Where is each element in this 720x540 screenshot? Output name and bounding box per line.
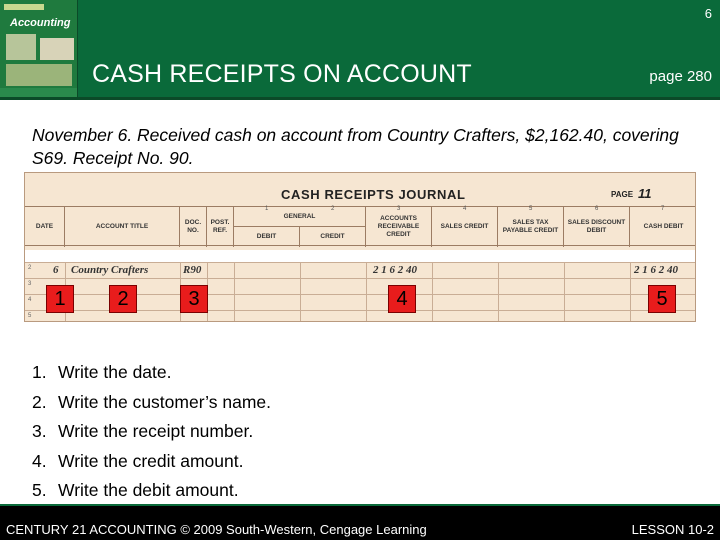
row-number: 5 [28,313,32,319]
step-number: 4. [32,450,47,471]
step-number: 1. [32,362,47,382]
entry-day: 6 [53,264,59,276]
col-sales-tax-credit: SALES TAX PAYABLE CREDIT [498,207,564,247]
entry-ar-credit: 2 1 6 2 40 [373,264,417,276]
step-text: Write the receipt number. [58,421,254,441]
step-marker-2: 2 [109,285,137,313]
step-marker-3: 3 [180,285,208,313]
col-number: 3 [397,206,401,212]
steps-list [32,358,271,506]
step-text: Write the debit amount. [58,480,239,500]
book-cover-title: Accounting [10,17,71,29]
col-general: GENERAL [234,207,366,227]
col-sales-discount-debit: SALES DISCOUNT DEBIT [564,207,630,247]
entry-doc-no: R90 [183,264,202,276]
header-divider [0,97,720,100]
step-number: 2. [32,391,47,412]
entry-account: Country Crafters [71,264,149,276]
col-number: 2 [331,206,335,212]
step-marker-1: 1 [46,285,74,313]
slide-header [0,0,720,100]
textbook-cover-image [0,0,78,98]
col-number: 5 [529,206,533,212]
list-item [32,417,271,447]
journal-gap [25,250,696,262]
footer-lesson: LESSON 10-2 [631,522,714,537]
journal-title: CASH RECEIPTS JOURNAL [281,187,466,202]
col-number: 1 [265,206,269,212]
row-number: 2 [28,265,32,271]
step-number: 5. [32,480,47,500]
col-date: DATE [25,207,65,247]
col-general-credit: CREDIT [300,227,366,247]
step-number: 3. [32,421,47,441]
col-ar-credit: ACCOUNTS RECEIVABLE CREDIT [366,207,432,247]
journal-column-headers [25,206,696,246]
list-item [32,358,271,388]
list-item [32,388,271,418]
row-number: 4 [28,297,32,303]
col-number: 4 [463,206,467,212]
step-text: Write the customer’s name. [58,391,271,412]
step-marker-5: 5 [648,285,676,313]
col-cash-debit: CASH DEBIT [643,223,684,230]
slide-footer [0,504,720,540]
journal-page-number: 11 [638,186,652,201]
slide-number: 6 [704,6,712,21]
col-number: 6 [595,206,599,212]
transaction-description: November 6. Received cash on account from Country Crafters, $2,162.40, covering S69. Receipt No. 90. [32,125,679,168]
col-doc-no: DOC. NO. [180,207,207,247]
slide-title: CASH RECEIPTS ON ACCOUNT [92,60,472,88]
col-number: 7 [661,206,665,212]
col-account-title: ACCOUNT TITLE [65,207,180,247]
page-reference: page 280 [649,68,712,85]
entry-cash-debit: 2 1 6 2 40 [634,264,678,276]
step-marker-4: 4 [388,285,416,313]
journal-page-label: PAGE [611,190,634,199]
step-text: Write the date. [58,362,172,382]
footer-copyright: CENTURY 21 ACCOUNTING © 2009 South-Western, Cengage Learning [6,522,427,537]
col-sales-credit: SALES CREDIT [432,207,498,247]
col-post-ref: POST. REF. [207,207,234,247]
list-item [32,476,271,506]
step-text: Write the credit amount. [58,450,244,471]
list-item [32,447,271,477]
row-number: 3 [28,281,32,287]
col-general-debit: DEBIT [234,227,300,247]
